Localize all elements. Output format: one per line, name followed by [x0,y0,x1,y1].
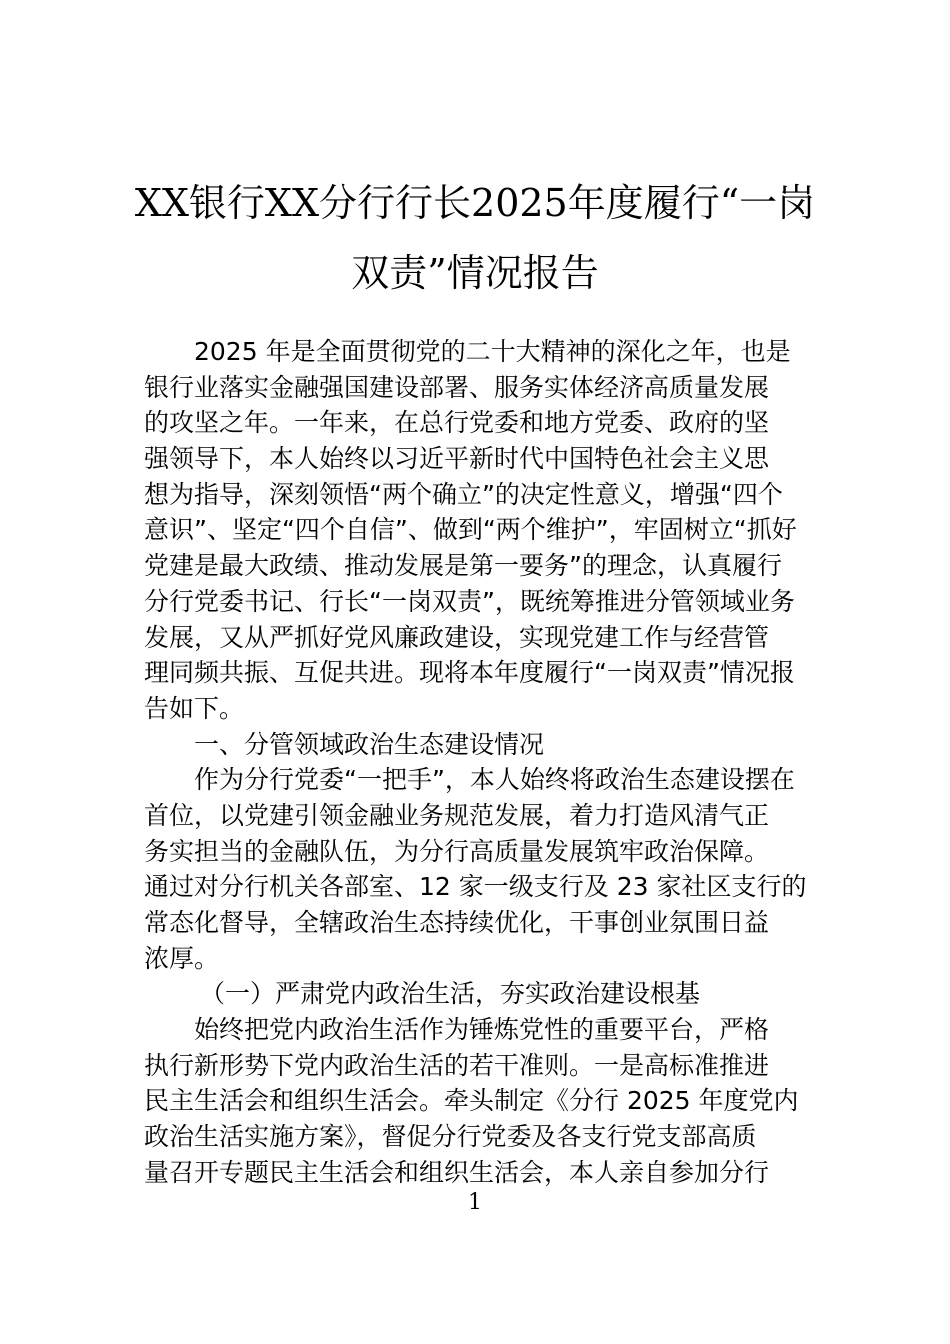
text-line: 作为分行党委“一把手”，本人始终将政治生态建设摆在 [194,765,795,795]
text-line: 浓厚。 [144,943,220,973]
title-line-1: XX银行XX分行行长2025年度履行“一岗 [134,181,816,225]
text-line: 发展，又从严抓好党风廉政建设，实现党建工作与经营管 [144,622,770,652]
text-line: 政治生活实施方案》，督促分行党委及各支行党支部高质 [144,1122,757,1152]
text-line: 告如下。 [144,693,245,723]
text-line: 强领导下，本人始终以习近平新时代中国特色社会主义思 [144,444,770,474]
text-line: 银行业落实金融强国建设部署、服务实体经济高质量发展 [144,372,770,402]
text-line: 分行党委书记、行长“一岗双责”，既统筹推进分管领域业务 [144,586,795,616]
page-number: 1 [468,1190,482,1215]
text-line: 的攻坚之年。一年来，在总行党委和地方党委、政府的坚 [144,408,770,438]
text-line: 量召开专题民主生活会和组织生活会，本人亲自参加分行 [144,1157,770,1187]
text-line: 理同频共振、互促共进。现将本年度履行“一岗双责”情况报 [144,658,795,688]
text-line: 想为指导，深刻领悟“两个确立”的决定性意义，增强“四个 [144,479,783,509]
text-line: 2025 年是全面贯彻党的二十大精神的深化之年，也是 [194,337,791,366]
title-line-2: 双责”情况报告 [351,251,599,295]
text-line: 党建是最大政绩、推动发展是第一要务”的理念，认真履行 [144,551,782,581]
paragraph-subsection-1 [144,1012,809,1190]
section-heading: 一、分管领域政治生态建设情况 [194,729,545,759]
document-title [120,168,830,308]
text-line: 通过对分行机关各部室、12 家一级支行及 23 家社区支行的 [144,872,807,902]
document-body [144,334,809,1191]
paragraph-section-1 [144,762,809,976]
subsection-heading: （一）严肃党内政治生活，夯实政治建设根基 [200,979,701,1009]
text-line: 务实担当的金融队伍，为分行高质量发展筑牢政治保障。 [144,836,770,866]
text-line: 常态化督导，全辖政治生态持续优化，干事创业氛围日益 [144,908,770,937]
text-line: 始终把党内政治生活作为锤炼党性的重要平台，严格 [194,1015,770,1045]
text-line: 首位，以党建引领金融业务规范发展，着力打造风清气正 [144,800,770,830]
text-line: 意识”、坚定“四个自信”、做到“两个维护”，牢固树立“抓好 [144,515,797,545]
text-line: 民主生活会和组织生活会。牵头制定《分行 2025 年度党内 [144,1086,799,1116]
paragraph-intro [144,334,809,727]
text-line: 执行新形势下党内政治生活的若干准则。一是高标准推进 [144,1050,770,1080]
